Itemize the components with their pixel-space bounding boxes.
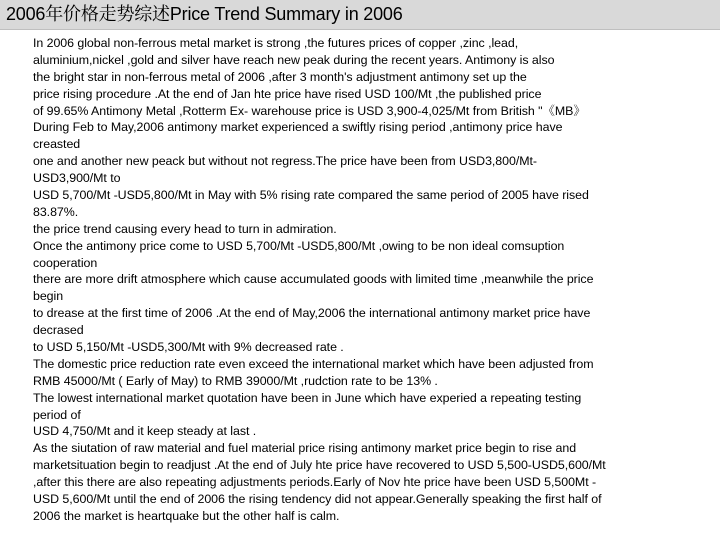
body-line: USD 5,700/Mt -USD5,800/Mt in May with 5% rising rate compared the same period of 2005 have rised (33, 188, 589, 203)
body-line: As the siutation of raw material and fuel material price rising antimony market price begin to rise and (33, 441, 577, 456)
body-line: The domestic price reduction rate even exceed the international market which have been adjusted from (33, 356, 594, 371)
body-line: ,after this there are also repeating adjustments periods.Early of Nov hte price have been USD 5,500Mt - (33, 475, 597, 490)
body-line: aluminium,nickel ,gold and silver have reach new peak during the recent years. Antimony is also (33, 52, 555, 67)
body-line: USD 5,600/Mt until the end of 2006 the rising tendency did not appear.Generally speaking the first half of (33, 492, 602, 507)
body-line: one and another new peack but without not regress.The price have been from USD3,800/Mt- (33, 154, 537, 169)
body-line: period of (33, 407, 81, 422)
title-bar (0, 0, 720, 30)
body-line: cooperation (33, 255, 98, 270)
body-line: In 2006 global non-ferrous metal market is strong ,the futures prices of copper ,zinc ,lead, (33, 36, 519, 50)
body-line: creasted (33, 137, 81, 152)
body-line: begin (33, 289, 64, 304)
body-line: there are more drift atmosphere which cause accumulated goods with limited time ,meanwhile the price (33, 272, 594, 287)
body-line: price rising procedure .At the end of Jan hte price have rised USD 100/Mt ,the published price (33, 86, 542, 101)
body-line: marketsituation begin to readjust .At the end of July hte price have recovered to USD 5,500-USD5,600/Mt (33, 458, 606, 473)
body-line: the price trend causing every head to turn in admiration. (33, 221, 337, 236)
body-line: USD 4,750/Mt and it keep steady at last . (33, 424, 257, 439)
body-line: 83.87%. (33, 204, 79, 219)
body-line: USD3,900/Mt to (33, 171, 121, 186)
body-text (33, 35, 703, 525)
body-line: decrased (33, 323, 84, 338)
body-line: During Feb to May,2006 antimony market experienced a swiftly rising period ,antimony price have (33, 120, 563, 135)
slide-title: 2006年价格走势综述Price Trend Summary in 2006 (6, 4, 403, 24)
body-line: RMB 45000/Mt ( Early of May) to RMB 39000/Mt ,rudction rate to be 13% . (33, 373, 438, 388)
body-line: The lowest international market quotation have been in June which have experied a repeating testing (33, 390, 582, 405)
body-line: the bright star in non-ferrous metal of 2006 ,after 3 month's adjustment antimony set up the (33, 69, 527, 84)
body-line: 2006 the market is heartquake but the other half is calm. (33, 508, 340, 523)
body-line: Once the antimony price come to USD 5,700/Mt -USD5,800/Mt ,owing to be non ideal comsuption (33, 238, 565, 253)
body-line: to USD 5,150/Mt -USD5,300/Mt with 9% decreased rate . (33, 340, 344, 355)
body-line: of 99.65% Antimony Metal ,Rotterm Ex- warehouse price is USD 3,900-4,025/Mt from British "《MB》 (33, 103, 586, 118)
body-line: to drease at the first time of 2006 .At the end of May,2006 the international antimony market price have (33, 306, 591, 321)
